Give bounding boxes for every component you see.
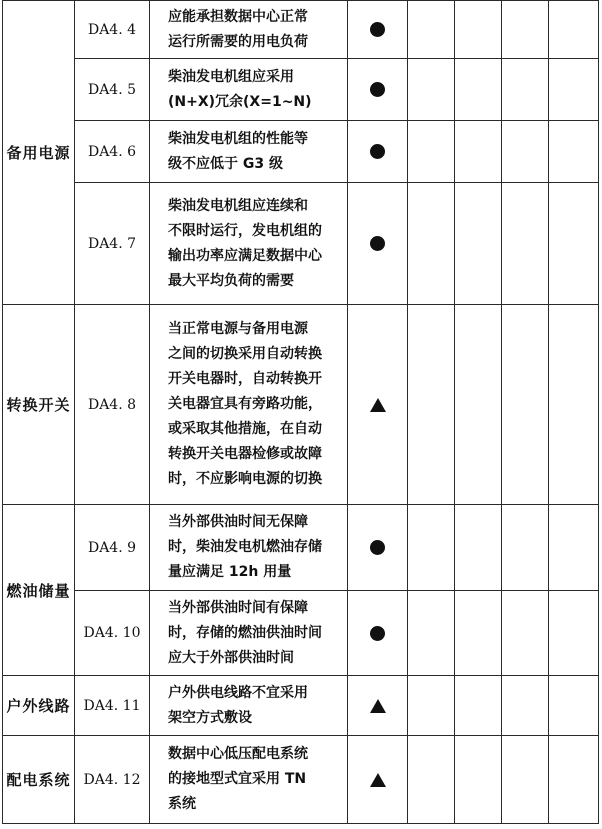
clause-code: DA4. 8	[75, 305, 150, 505]
clause-code: DA4. 6	[75, 121, 150, 183]
requirement-text: 柴油发电机组应连续和 不限时运行，发电机组的 输出功率应满足数据中心 最大平均负荷的需要	[150, 183, 348, 305]
empty-cell	[408, 121, 455, 183]
empty-cell	[502, 1, 549, 59]
category-cell: 备用电源	[3, 1, 75, 305]
empty-cell	[408, 1, 455, 59]
empty-cell	[549, 736, 599, 824]
empty-cell	[502, 59, 549, 121]
requirement-text: 当外部供油时间有保障 时，存储的燃油供油时间 应大于外部供油时间	[150, 591, 348, 676]
clause-code: DA4. 10	[75, 591, 150, 676]
mandatory-dot-icon	[348, 183, 408, 305]
recommended-triangle-icon	[348, 736, 408, 824]
clause-code: DA4. 4	[75, 1, 150, 59]
empty-cell	[549, 1, 599, 59]
category-cell: 户外线路	[3, 676, 75, 736]
mandatory-dot-icon	[348, 505, 408, 591]
clause-code: DA4. 11	[75, 676, 150, 736]
category-cell: 配电系统	[3, 736, 75, 824]
empty-cell	[408, 59, 455, 121]
requirement-text: 应能承担数据中心正常 运行所需要的用电负荷	[150, 1, 348, 59]
empty-cell	[502, 591, 549, 676]
empty-cell	[549, 59, 599, 121]
mandatory-dot-icon	[348, 121, 408, 183]
requirement-text: 柴油发电机组应采用 (N+X)冗余(X=1~N)	[150, 59, 348, 121]
table-row	[3, 676, 599, 736]
requirement-text: 户外供电线路不宜采用 架空方式敷设	[150, 676, 348, 736]
requirement-text: 数据中心低压配电系统 的接地型式宜采用 TN 系统	[150, 736, 348, 824]
empty-cell	[455, 505, 502, 591]
clause-code: DA4. 5	[75, 59, 150, 121]
table-row	[3, 183, 599, 305]
requirement-text: 当外部供油时间无保障 时，柴油发电机燃油存储 量应满足 12h 用量	[150, 505, 348, 591]
empty-cell	[455, 591, 502, 676]
table-row	[3, 121, 599, 183]
mandatory-dot-icon	[348, 59, 408, 121]
empty-cell	[408, 736, 455, 824]
empty-cell	[455, 121, 502, 183]
empty-cell	[502, 305, 549, 505]
table-row	[3, 736, 599, 824]
empty-cell	[455, 59, 502, 121]
empty-cell	[502, 183, 549, 305]
empty-cell	[502, 676, 549, 736]
clause-code: DA4. 7	[75, 183, 150, 305]
recommended-triangle-icon	[348, 305, 408, 505]
table-row	[3, 59, 599, 121]
empty-cell	[408, 676, 455, 736]
table-row	[3, 1, 599, 59]
empty-cell	[455, 183, 502, 305]
empty-cell	[455, 736, 502, 824]
category-cell: 转换开关	[3, 305, 75, 505]
empty-cell	[408, 591, 455, 676]
table-row	[3, 505, 599, 591]
table-row	[3, 591, 599, 676]
mandatory-dot-icon	[348, 1, 408, 59]
requirements-table	[2, 0, 599, 824]
empty-cell	[549, 305, 599, 505]
empty-cell	[455, 1, 502, 59]
empty-cell	[549, 591, 599, 676]
empty-cell	[455, 676, 502, 736]
empty-cell	[502, 736, 549, 824]
empty-cell	[408, 183, 455, 305]
empty-cell	[549, 121, 599, 183]
requirement-text: 柴油发电机组的性能等 级不应低于 G3 级	[150, 121, 348, 183]
table-row	[3, 305, 599, 505]
empty-cell	[408, 305, 455, 505]
empty-cell	[549, 183, 599, 305]
empty-cell	[455, 305, 502, 505]
requirement-text: 当正常电源与备用电源 之间的切换采用自动转换 开关电器时，自动转换开 关电器宜具有旁路功能， 或采取其他措施，在自动 转换开关电器检修或故障 时，不应影响电源的切换	[150, 305, 348, 505]
empty-cell	[502, 121, 549, 183]
recommended-triangle-icon	[348, 676, 408, 736]
mandatory-dot-icon	[348, 591, 408, 676]
empty-cell	[549, 676, 599, 736]
empty-cell	[502, 505, 549, 591]
category-cell: 燃油储量	[3, 505, 75, 676]
empty-cell	[549, 505, 599, 591]
clause-code: DA4. 9	[75, 505, 150, 591]
clause-code: DA4. 12	[75, 736, 150, 824]
empty-cell	[408, 505, 455, 591]
